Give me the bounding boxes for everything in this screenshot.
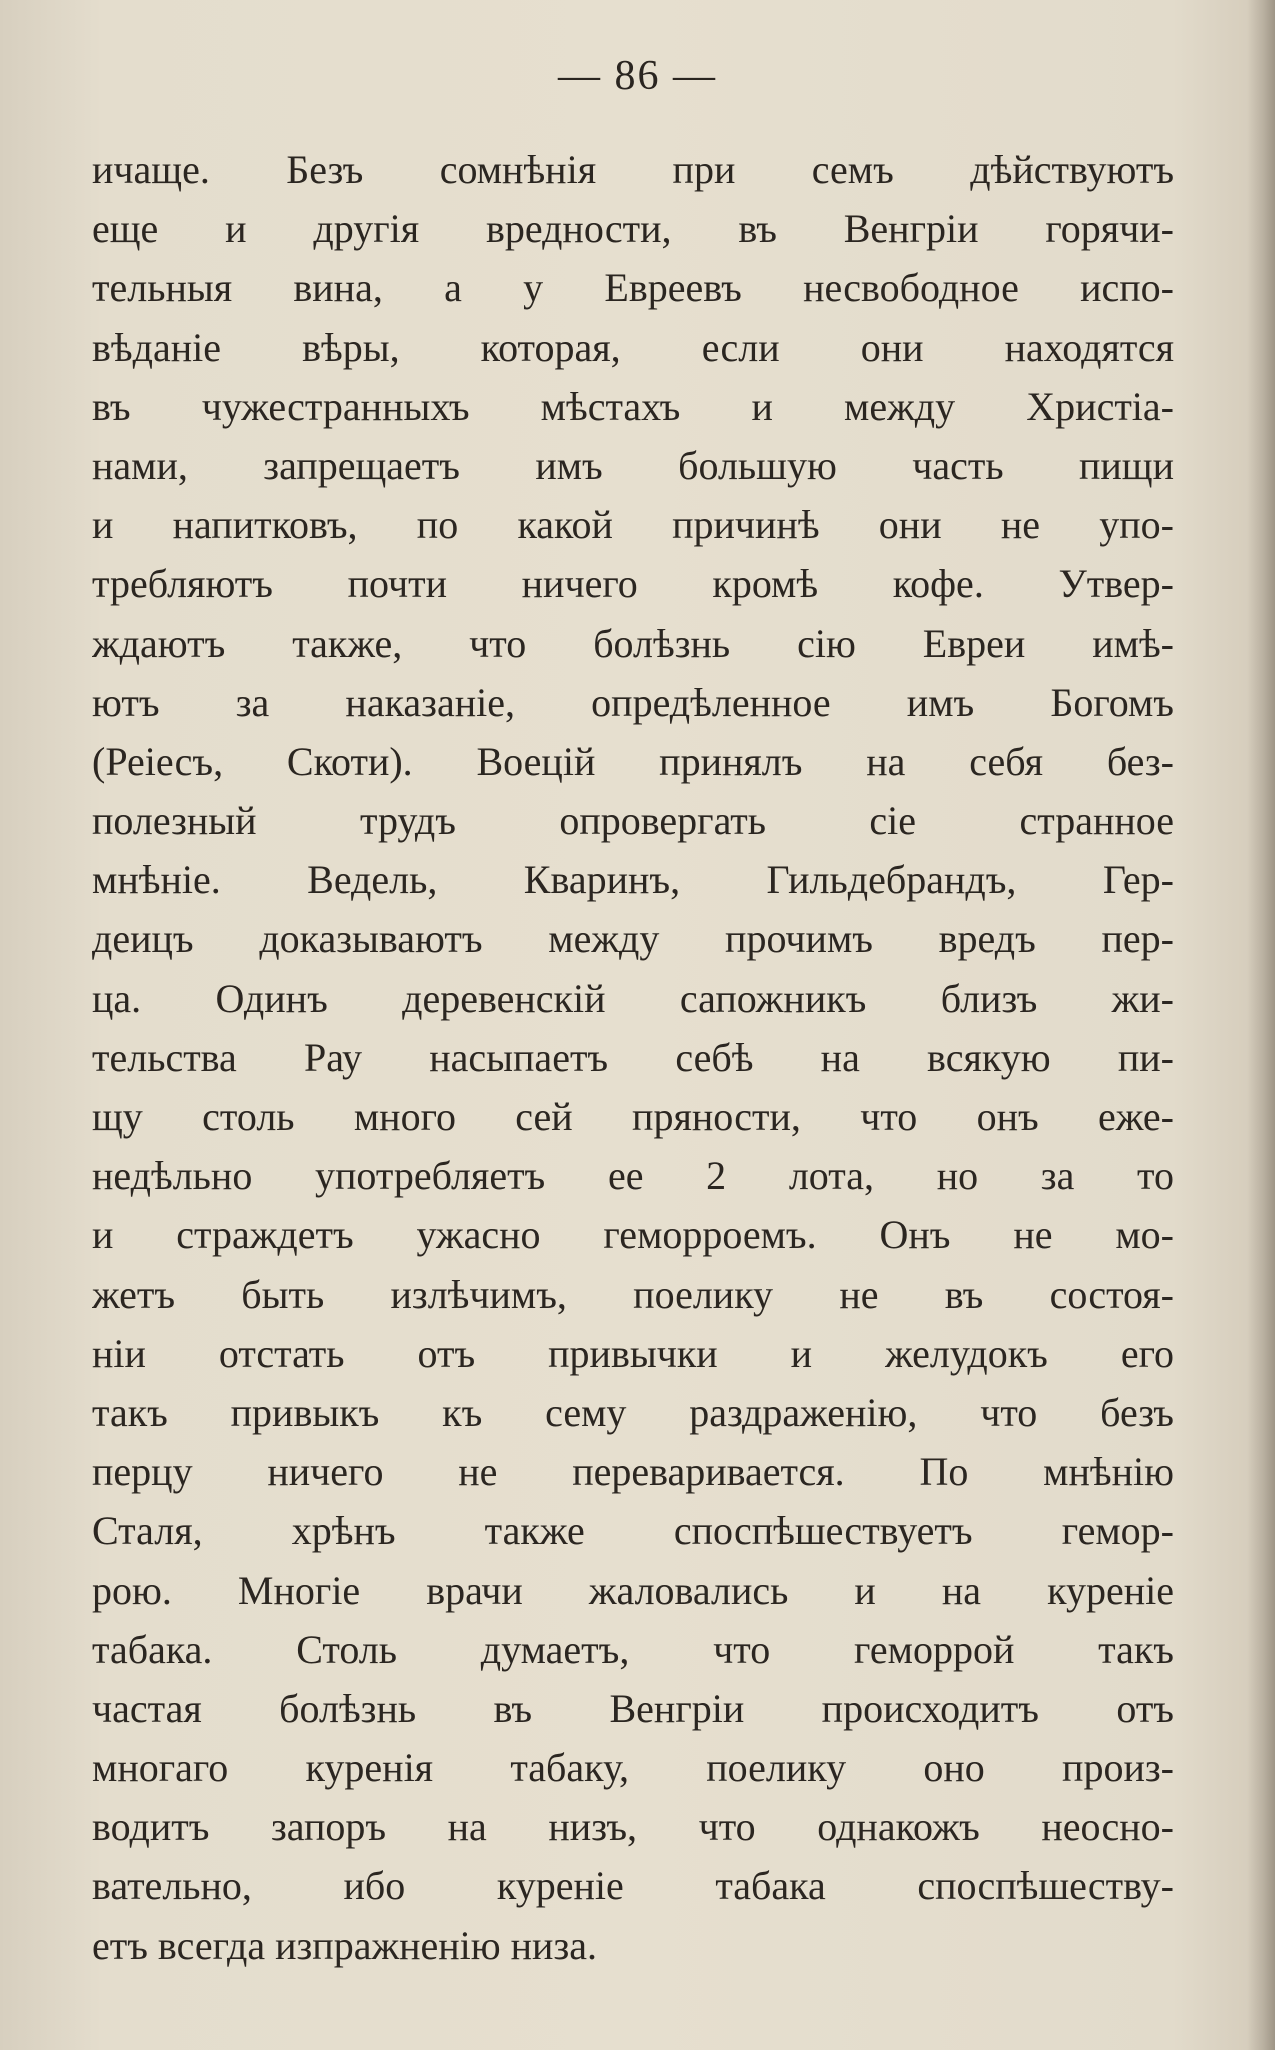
text-line: табака. Столь думаетъ, что геморрой такъ bbox=[92, 1626, 1174, 1672]
text-line: щу столь много сей пряности, что онъ еже- bbox=[92, 1094, 1174, 1139]
text-line: деицъ доказываютъ между прочимъ вредъ пер- bbox=[92, 916, 1174, 962]
text-line: вательно, ибо куреніе табака споспѣшеству- bbox=[92, 1863, 1174, 1909]
text-line: вѣданіе вѣры, которая, если они находятся bbox=[92, 324, 1174, 370]
text-line: ждаютъ также, что болѣзнь сію Евреи имѣ- bbox=[92, 620, 1174, 666]
text-line: недѣльно употребляетъ ее 2 лота, но за то bbox=[92, 1153, 1174, 1199]
text-line: полезный трудъ опровергать сіе странное bbox=[92, 798, 1174, 844]
text-line: требляютъ почти ничего кромѣ кофе. Утвер- bbox=[92, 561, 1174, 607]
text-line: и страждетъ ужасно геморроемъ. Онъ не мо- bbox=[92, 1212, 1174, 1258]
text-line: ніи отстать отъ привычки и желудокъ его bbox=[92, 1330, 1174, 1376]
text-line: въ чужестранныхъ мѣстахъ и между Христіа- bbox=[92, 383, 1174, 429]
text-line: ца. Одинъ деревенскій сапожникъ близъ жи- bbox=[92, 975, 1174, 1021]
text-line: водитъ запоръ на низъ, что однакожъ неосно- bbox=[92, 1804, 1174, 1850]
text-line: тельныя вина, а у Евреевъ несвободное испо- bbox=[92, 265, 1174, 311]
text-line: такъ привыкъ къ сему раздраженію, что безъ bbox=[92, 1389, 1174, 1435]
text-line: частая болѣзнь въ Венгріи происходитъ отъ bbox=[92, 1685, 1174, 1731]
text-line: тельства Рау насыпаетъ себѣ на всякую пи- bbox=[92, 1034, 1174, 1080]
text-line: ичаще. Безъ сомнѣнія при семъ дѣйствуютъ bbox=[92, 147, 1174, 192]
text-line: нами, запрещаетъ имъ большую часть пищи bbox=[92, 442, 1174, 488]
body-text bbox=[92, 140, 1174, 1975]
text-line-last: етъ всегда изпражненію низа. bbox=[92, 1922, 598, 1968]
text-line: многаго куренія табаку, поелику оно произ- bbox=[92, 1745, 1174, 1791]
text-line: еще и другія вредности, въ Венгріи горячи- bbox=[92, 206, 1174, 252]
page-edge-shadow bbox=[1247, 0, 1275, 2050]
text-line: и напитковъ, по какой причинѣ они не упо- bbox=[92, 502, 1174, 548]
text-line: мнѣніе. Ведель, Кваринъ, Гильдебрандъ, Гер- bbox=[92, 857, 1174, 903]
text-line: ютъ за наказаніе, опредѣленное имъ Богомъ bbox=[92, 679, 1174, 725]
text-line: Сталя, хрѣнъ также споспѣшествуетъ гемор- bbox=[92, 1508, 1174, 1554]
page-number: — 86 — bbox=[558, 53, 717, 99]
text-line: жетъ быть излѣчимъ, поелику не въ состоя- bbox=[92, 1271, 1174, 1317]
text-line: перцу ничего не переваривается. По мнѣнію bbox=[92, 1449, 1174, 1495]
text-line: рою. Многіе врачи жаловались и на куреніе bbox=[92, 1567, 1174, 1613]
text-line: (Реіесъ, Скоти). Воецій принялъ на себя без- bbox=[92, 738, 1174, 784]
